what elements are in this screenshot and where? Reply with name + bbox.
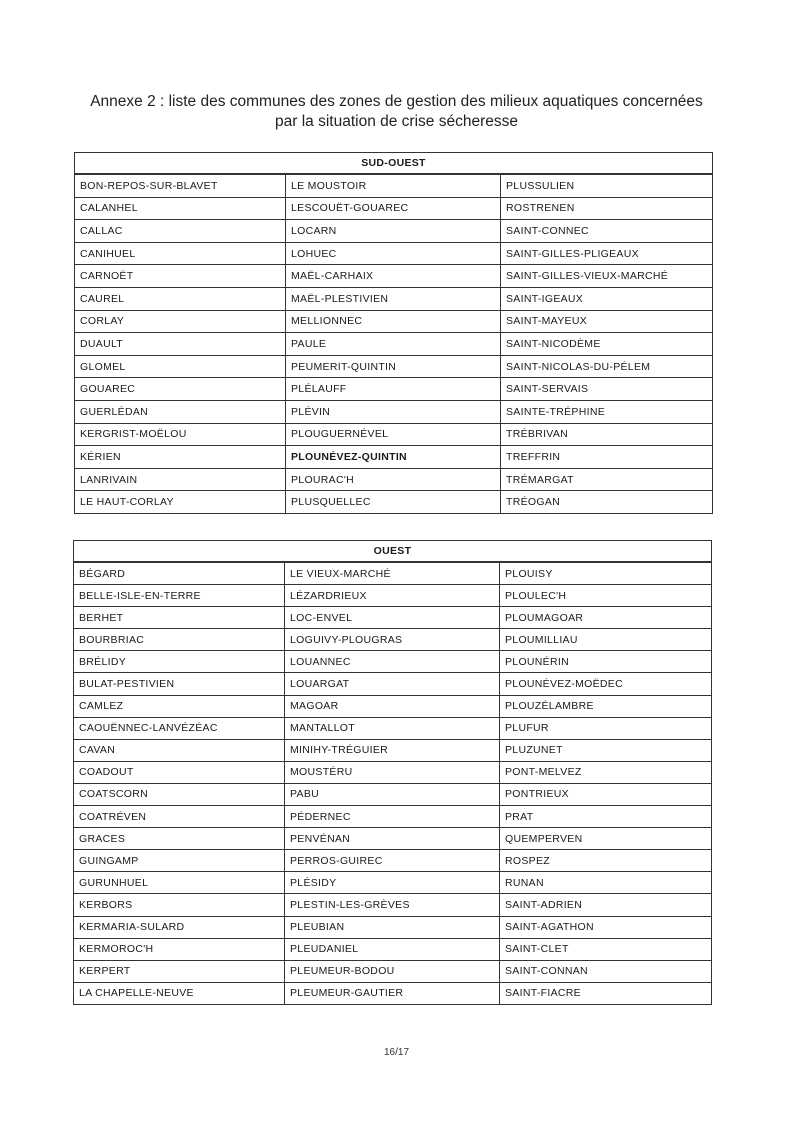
- commune-cell: KERGRIST-MOËLOU: [75, 423, 286, 446]
- commune-cell: LE HAUT-CORLAY: [75, 491, 286, 514]
- commune-cell: SAINT-SERVAIS: [501, 378, 713, 401]
- table-row: [75, 197, 713, 220]
- commune-cell: SAINT-NICODÈME: [501, 333, 713, 356]
- commune-cell: PLEUBIAN: [285, 916, 500, 938]
- commune-cell: PERROS-GUIREC: [285, 850, 500, 872]
- commune-cell: CORLAY: [75, 310, 286, 333]
- commune-cell: MAËL-PLESTIVIEN: [286, 287, 501, 310]
- table-row: [74, 806, 712, 828]
- table-row: [74, 761, 712, 783]
- commune-cell: TREFFRIN: [501, 446, 713, 469]
- commune-cell: GURUNHUEL: [74, 872, 285, 894]
- table-row: [74, 872, 712, 894]
- table-row: [74, 651, 712, 673]
- commune-cell: CARNOËT: [75, 265, 286, 288]
- commune-cell: ROSTRENEN: [501, 197, 713, 220]
- commune-cell: PLOUNÉVEZ-MOËDEC: [500, 673, 712, 695]
- commune-cell: BRÉLIDY: [74, 651, 285, 673]
- commune-cell: MAËL-CARHAIX: [286, 265, 501, 288]
- commune-cell: CALANHEL: [75, 197, 286, 220]
- commune-cell: GUINGAMP: [74, 850, 285, 872]
- commune-cell: LOHUEC: [286, 242, 501, 265]
- table-row: [75, 378, 713, 401]
- table-row: [74, 695, 712, 717]
- zone-header: OUEST: [74, 541, 712, 563]
- commune-cell: PABU: [285, 783, 500, 805]
- commune-cell: SAINT-CONNAN: [500, 960, 712, 982]
- commune-cell: BERHET: [74, 607, 285, 629]
- table-row: [74, 982, 712, 1004]
- commune-cell: SAINT-GILLES-PLIGEAUX: [501, 242, 713, 265]
- commune-cell: CALLAC: [75, 220, 286, 243]
- table-row: [75, 423, 713, 446]
- zone-table-ouest: [73, 540, 712, 1005]
- commune-cell: MELLIONNEC: [286, 310, 501, 333]
- table-row: [74, 673, 712, 695]
- commune-cell: PLOUNÉRIN: [500, 651, 712, 673]
- commune-cell: TRÉBRIVAN: [501, 423, 713, 446]
- table-row: [74, 629, 712, 651]
- commune-cell: COADOUT: [74, 761, 285, 783]
- table-row: [75, 491, 713, 514]
- commune-cell: LOC-ENVEL: [285, 607, 500, 629]
- table-row: [75, 310, 713, 333]
- commune-cell: PLEUMEUR-GAUTIER: [285, 982, 500, 1004]
- commune-cell: LOGUIVY-PLOUGRAS: [285, 629, 500, 651]
- commune-cell: MAGOAR: [285, 695, 500, 717]
- commune-cell: TRÉOGAN: [501, 491, 713, 514]
- table-row: [74, 783, 712, 805]
- table-row: [75, 333, 713, 356]
- commune-cell: RUNAN: [500, 872, 712, 894]
- commune-cell: BÉGARD: [74, 562, 285, 585]
- commune-cell: SAINT-CONNEC: [501, 220, 713, 243]
- commune-cell: COATRÉVEN: [74, 806, 285, 828]
- commune-cell: LÉZARDRIEUX: [285, 585, 500, 607]
- table-row: [75, 400, 713, 423]
- table-row: [75, 220, 713, 243]
- commune-cell: MANTALLOT: [285, 717, 500, 739]
- commune-cell: LOUANNEC: [285, 651, 500, 673]
- commune-cell: DUAULT: [75, 333, 286, 356]
- title-line-2: par la situation de crise sécheresse: [275, 113, 518, 130]
- commune-cell: LANRIVAIN: [75, 468, 286, 491]
- commune-cell: PLEUMEUR-BODOU: [285, 960, 500, 982]
- table-row: [74, 739, 712, 761]
- commune-cell: CAOUËNNEC-LANVÉZÉAC: [74, 717, 285, 739]
- zone-header: SUD-OUEST: [75, 153, 713, 175]
- commune-cell: GRACES: [74, 828, 285, 850]
- commune-cell: SAINT-IGEAUX: [501, 287, 713, 310]
- commune-cell: PLOUGUERNÉVEL: [286, 423, 501, 446]
- table-row: [74, 916, 712, 938]
- table-row: [75, 242, 713, 265]
- commune-cell: PLÉSIDY: [285, 872, 500, 894]
- commune-cell: MINIHY-TRÉGUIER: [285, 739, 500, 761]
- table-row: [75, 468, 713, 491]
- commune-cell: ROSPEZ: [500, 850, 712, 872]
- table-row: [74, 828, 712, 850]
- commune-cell: LA CHAPELLE-NEUVE: [74, 982, 285, 1004]
- table-row: [75, 446, 713, 469]
- commune-cell: SAINT-NICOLAS-DU-PÉLEM: [501, 355, 713, 378]
- commune-cell: PEUMERIT-QUINTIN: [286, 355, 501, 378]
- commune-cell: PLOURAC'H: [286, 468, 501, 491]
- commune-cell: PLESTIN-LES-GRÈVES: [285, 894, 500, 916]
- commune-cell: KERBORS: [74, 894, 285, 916]
- commune-cell: TRÉMARGAT: [501, 468, 713, 491]
- commune-cell: LESCOUËT-GOUAREC: [286, 197, 501, 220]
- table-row: [74, 938, 712, 960]
- commune-cell: PLOUZÉLAMBRE: [500, 695, 712, 717]
- commune-cell: SAINT-AGATHON: [500, 916, 712, 938]
- commune-cell: PLOUMAGOAR: [500, 607, 712, 629]
- commune-cell: LE VIEUX-MARCHÉ: [285, 562, 500, 585]
- commune-cell: PÉDERNEC: [285, 806, 500, 828]
- table-row: [75, 355, 713, 378]
- table-row: [74, 850, 712, 872]
- commune-cell: PLUSSULIEN: [501, 174, 713, 197]
- commune-cell: SAINT-MAYEUX: [501, 310, 713, 333]
- commune-cell: PRAT: [500, 806, 712, 828]
- commune-cell: COATSCORN: [74, 783, 285, 805]
- table-row: [74, 585, 712, 607]
- commune-cell: KERMOROC'H: [74, 938, 285, 960]
- commune-cell: CAUREL: [75, 287, 286, 310]
- commune-cell: SAINT-FIACRE: [500, 982, 712, 1004]
- commune-cell: BOURBRIAC: [74, 629, 285, 651]
- commune-cell: PENVÉNAN: [285, 828, 500, 850]
- commune-cell: BULAT-PESTIVIEN: [74, 673, 285, 695]
- document-title: [60, 92, 733, 132]
- commune-cell: PLOULEC'H: [500, 585, 712, 607]
- commune-cell: PLOUNÉVEZ-QUINTIN: [286, 446, 501, 469]
- commune-cell: KERPERT: [74, 960, 285, 982]
- commune-cell: QUEMPERVEN: [500, 828, 712, 850]
- zone-table-sud-ouest: [74, 152, 713, 514]
- commune-cell: SAINT-CLET: [500, 938, 712, 960]
- commune-cell: PLUFUR: [500, 717, 712, 739]
- commune-cell: GUERLÉDAN: [75, 400, 286, 423]
- table-row: [74, 607, 712, 629]
- commune-cell: PLOUISY: [500, 562, 712, 585]
- commune-cell: SAINT-GILLES-VIEUX-MARCHÉ: [501, 265, 713, 288]
- commune-cell: SAINTE-TRÉPHINE: [501, 400, 713, 423]
- commune-cell: MOUSTÉRU: [285, 761, 500, 783]
- table-row: [74, 894, 712, 916]
- commune-cell: PAULE: [286, 333, 501, 356]
- commune-cell: KÉRIEN: [75, 446, 286, 469]
- commune-cell: PLOUMILLIAU: [500, 629, 712, 651]
- commune-cell: PLEUDANIEL: [285, 938, 500, 960]
- commune-cell: SAINT-ADRIEN: [500, 894, 712, 916]
- table-row: [74, 562, 712, 585]
- commune-cell: LE MOUSTOIR: [286, 174, 501, 197]
- commune-cell: CAVAN: [74, 739, 285, 761]
- commune-cell: CANIHUEL: [75, 242, 286, 265]
- commune-cell: KERMARIA-SULARD: [74, 916, 285, 938]
- commune-cell: LOCARN: [286, 220, 501, 243]
- commune-cell: PLUSQUELLEC: [286, 491, 501, 514]
- commune-cell: PLUZUNET: [500, 739, 712, 761]
- title-line-1: Annexe 2 : liste des communes des zones de gestion des milieux aquatiques concernées: [90, 93, 703, 110]
- table-row: [75, 287, 713, 310]
- commune-cell: GLOMEL: [75, 355, 286, 378]
- commune-cell: BON-REPOS-SUR-BLAVET: [75, 174, 286, 197]
- table-row: [75, 174, 713, 197]
- table-row: [75, 265, 713, 288]
- table-row: [74, 960, 712, 982]
- page-number: 16/17: [383, 1047, 410, 1058]
- commune-cell: GOUAREC: [75, 378, 286, 401]
- commune-cell: LOUARGAT: [285, 673, 500, 695]
- commune-cell: PONT-MELVEZ: [500, 761, 712, 783]
- table-row: [74, 717, 712, 739]
- commune-cell: PLÉLAUFF: [286, 378, 501, 401]
- commune-cell: BELLE-ISLE-EN-TERRE: [74, 585, 285, 607]
- commune-cell: CAMLEZ: [74, 695, 285, 717]
- commune-cell: PLÉVIN: [286, 400, 501, 423]
- commune-cell: PONTRIEUX: [500, 783, 712, 805]
